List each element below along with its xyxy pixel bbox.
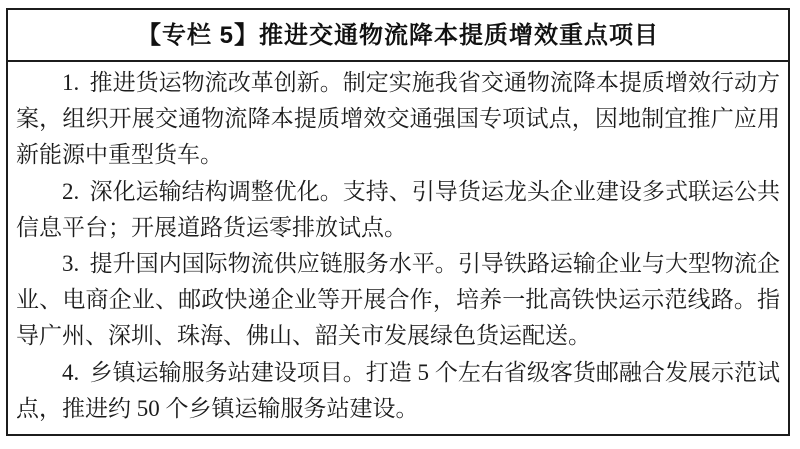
paragraph-4-text: 乡镇运输服务站建设项目。打造 5 个左右省级客货邮融合发展示范试点，推进约 50 个乡镇运输服务站建设。: [16, 359, 780, 421]
paragraph-2: [16, 174, 780, 246]
paragraph-2-text: 深化运输结构调整优化。支持、引导货运龙头企业建设多式联运公共信息平台；开展道路货运零排放试点。: [16, 178, 780, 240]
column-box-body: [8, 62, 788, 427]
paragraph-3-text: 提升国内国际物流供应链服务水平。引导铁路运输企业与大型物流企业、电商企业、邮政快递企业等开展合作，培养一批高铁快运示范线路。指导广州、深圳、珠海、佛山、韶关市发展绿色货运配送。: [16, 251, 780, 349]
paragraph-4: [16, 355, 780, 427]
paragraph-4-number: 4.: [62, 359, 80, 385]
column-box-title: 【专栏 5】推进交通物流降本提质增效重点项目: [8, 10, 788, 62]
paragraph-2-number: 2.: [62, 178, 80, 204]
paragraph-1: [16, 65, 780, 174]
paragraph-1-text: 推进货运物流改革创新。制定实施我省交通物流降本提质增效行动方案，组织开展交通物流降本提质增效交通强国专项试点，因地制宜推广应用新能源中重型货车。: [16, 70, 780, 168]
paragraph-1-number: 1.: [62, 70, 80, 95]
paragraph-3-number: 3.: [62, 251, 80, 277]
paragraph-3: [16, 246, 780, 355]
column-box-panel: [6, 8, 790, 436]
